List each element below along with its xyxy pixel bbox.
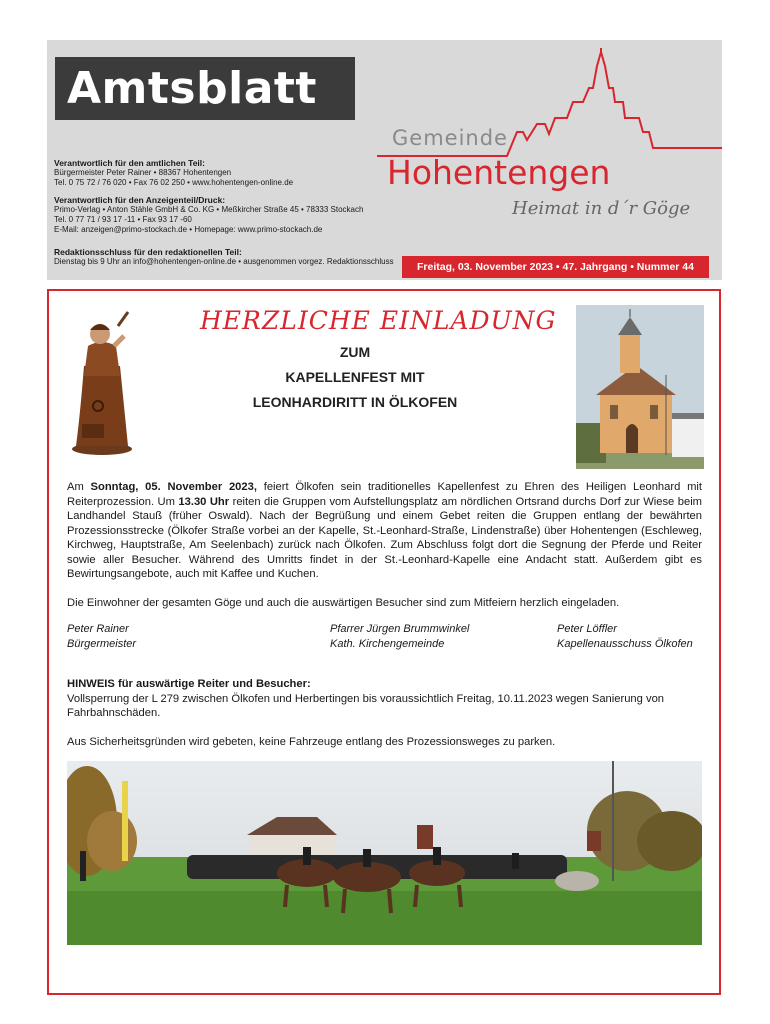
chapel-photo: [576, 305, 704, 469]
article-paragraph-parking: Aus Sicherheitsgründen wird gebeten, keine Fahrzeuge entlang des Prozessionsweges zu parken.: [67, 736, 556, 748]
imprint-official-heading: Verantwortlich für den amtlichen Teil:: [54, 158, 205, 168]
signature-role: Kath. Kirchengemeinde: [330, 638, 445, 650]
article-paragraph-main: [67, 480, 702, 582]
imprint-ads-heading: Verantwortlich für den Anzeigenteil/Druck:: [54, 195, 226, 205]
masthead-title: Amtsblatt: [67, 63, 317, 114]
logo-name: Hohentengen: [387, 153, 611, 192]
signature-role: Kapellenausschuss Ölkofen: [557, 638, 693, 650]
imprint-ads-line: E-Mail: anzeigen@primo-stockach.de • Homepage: www.primo-stockach.de: [54, 225, 323, 234]
paragraph-text: reiten die Gruppen vom Aufstellungsplatz am nördlichen Ortsrand durchs Dorf zur Wiese beim Landhandel Stauß (früher Oswald). Nach der Begrüßung und einem Gebet reiten die Gruppen entlang der bewährten Prozessionsstrecke (Ölkofer Straße vorbei an der Kapelle, St.-Leonhard-Straße, Lindenstraße) über Hohentengen (Eschleweg, Kirchweg, Hauptstraße, Am Seelenbach) zurück nach Ölkofen. Zum Abschluss folgt dort die Segnung der Pferde und Reiter sowie aller Besucher. Während des Umritts findet in der St.-Leonhard-Kapelle eine Andacht statt. Außerdem gibt es Bewirtungsangebote, auch mit Kaffee und Kuchen.: [67, 495, 702, 580]
event-date: Sonntag, 05. November 2023,: [90, 481, 257, 493]
imprint-ads-line: Tel. 0 77 71 / 93 17 -11 • Fax 93 17 -60: [54, 215, 192, 224]
imprint-official-line: Bürgermeister Peter Rainer • 88367 Hohentengen: [54, 168, 232, 177]
notice-heading: HINWEIS für auswärtige Reiter und Besucher:: [67, 678, 311, 690]
imprint-ads-line: Primo-Verlag • Anton Stähle GmbH & Co. KG • Meßkircher Straße 45 • 78333 Stockach: [54, 205, 364, 214]
article-subtitle: LEONHARDIRITT IN ÖLKOFEN: [252, 394, 458, 410]
notice-block: [67, 677, 702, 721]
imprint-deadline-heading: Redaktionsschluss für den redaktionellen Teil:: [54, 247, 242, 257]
signature-mayor: [67, 622, 136, 652]
imprint-official-line: Tel. 0 75 72 / 76 020 • Fax 76 02 250 • www.hohentengen-online.de: [54, 178, 294, 187]
signature-name: Pfarrer Jürgen Brummwinkel: [330, 623, 470, 635]
logo-slogan: Heimat in d´r Göge: [512, 198, 691, 219]
article-subtitle: KAPELLENFEST MIT: [285, 369, 425, 385]
saint-statue-image: [62, 306, 142, 456]
signature-pastor: [330, 622, 469, 652]
article-subtitle: ZUM: [339, 344, 371, 360]
imprint-deadline-line: Dienstag bis 9 Uhr an info@hohentengen-online.de • ausgenommen vorgez. Redaktionsschluss: [54, 257, 394, 266]
masthead-title-box: [55, 57, 355, 120]
issue-line: Freitag, 03. November 2023 • 47. Jahrgang • Nummer 44: [417, 261, 694, 273]
signature-name: Peter Löffler: [557, 623, 617, 635]
event-time: 13.30 Uhr: [178, 495, 230, 508]
signature-role: Bürgermeister: [67, 638, 137, 650]
issue-bar: [402, 256, 709, 278]
paragraph-text: feiert Ölkofen sein traditionelles Kapellenfest zu Ehren des Heiligen Leonhard mit Reiterprozession. Um: [67, 481, 702, 508]
masthead: [47, 40, 722, 280]
imprint-official: [54, 158, 293, 188]
signature-committee: [557, 622, 693, 652]
logo-gemeinde: Gemeinde: [392, 126, 508, 150]
article-title: HERZLICHE EINLADUNG: [200, 306, 557, 335]
notice-text: Vollsperrung der L 279 zwischen Ölkofen und Herbertingen bis voraussichtlich Freitag, 10.11.2023 wegen Sanierung von Fahrbahnschäden.: [67, 692, 665, 719]
paragraph-text: Am: [67, 481, 91, 493]
imprint-deadline: [54, 247, 394, 267]
signature-name: Peter Rainer: [67, 623, 129, 635]
article-paragraph-invite: Die Einwohner der gesamten Göge und auch die auswärtigen Besucher sind zum Mitfeiern herzlich eingeladen.: [67, 597, 620, 609]
procession-photo: [67, 761, 702, 945]
imprint-ads: [54, 195, 363, 235]
